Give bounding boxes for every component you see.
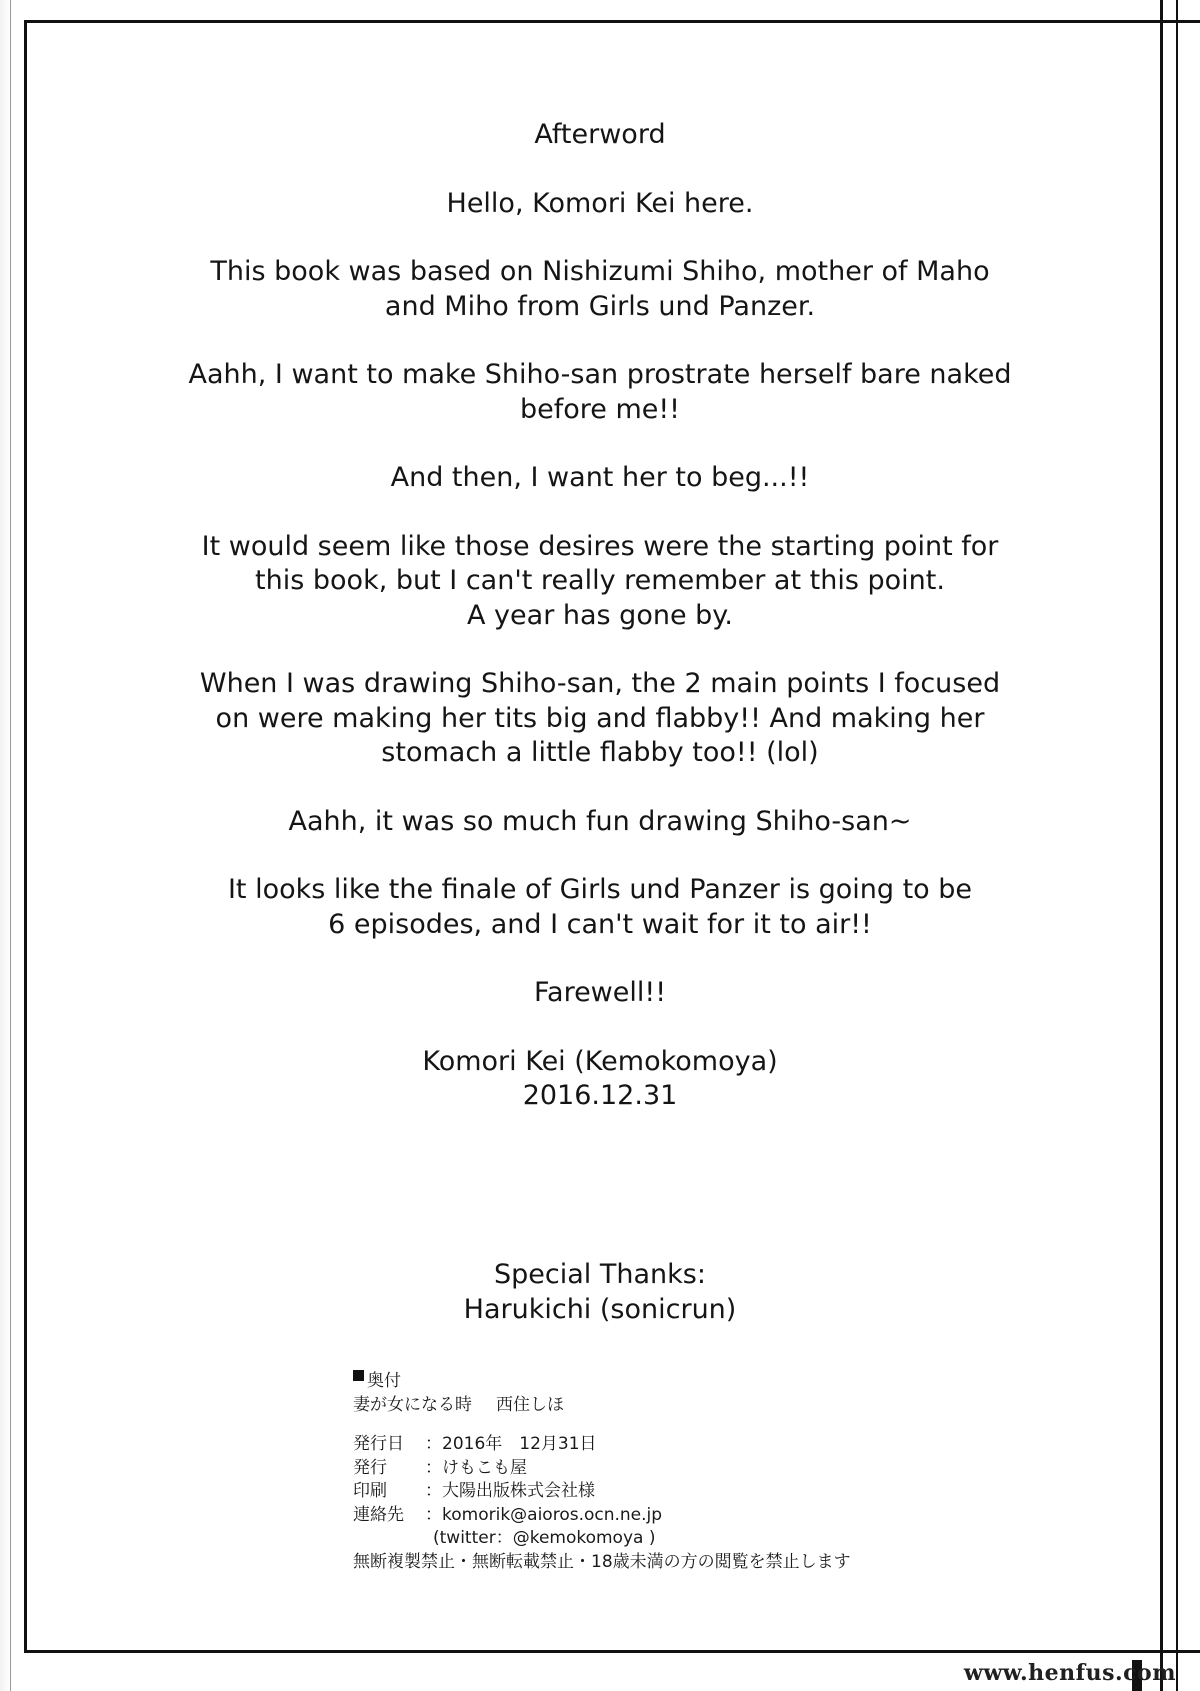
afterword-line: 6 episodes, and I can't wait for it to air!! [328,908,872,940]
contact-email: ：komorik@aioros.ocn.ne.jp [425,1504,663,1525]
colophon-header: 奥付 [367,1371,401,1391]
colophon-row [353,1480,973,1504]
frame-bottom-line [24,1650,1200,1653]
colophon-label: 連絡先 [353,1504,404,1525]
afterword-paragraph [150,358,1050,427]
colophon-row [353,1527,973,1551]
watermark: www.henfus.com [963,1660,1176,1686]
colophon-row [353,1433,973,1457]
frame-right-line [1160,0,1163,1691]
afterword-paragraph [150,667,1050,771]
afterword-paragraph [150,805,1050,840]
colophon-value: ：けもこも屋 [425,1457,527,1478]
colophon-section [353,1370,973,1590]
colophon-row [353,1551,973,1575]
afterword-signature [150,1045,1050,1114]
afterword-line: and Miho from Girls und Panzer. [384,290,816,322]
afterword-line: It would seem like those desires were the starting point for [201,530,999,562]
book-subtitle: 西住しほ [496,1394,564,1415]
afterword-line: Farewell!! [533,977,667,1008]
special-thanks-name: Harukichi (sonicrun) [463,1293,737,1325]
colophon-row [353,1457,973,1481]
scan-edge [0,0,11,1691]
colophon-label: 印刷 [353,1481,387,1501]
afterword-paragraph [150,873,1050,942]
colophon-label: 発行 [353,1457,387,1478]
afterword-section [150,118,1050,1114]
special-thanks-section [150,1258,1050,1327]
afterword-line: Aahh, I want to make Shiho-san prostrate herself bare naked [188,359,1012,390]
author-name: Komori Kei (Kemokomoya) [422,1045,778,1077]
afterword-line: A year has gone by. [467,599,733,631]
twitter-handle: (twitter：@kemokomoya ) [433,1528,656,1548]
afterword-paragraph [150,976,1050,1011]
black-square-icon [353,1370,364,1381]
afterword-line: before me!! [519,393,681,425]
afterword-line: It looks like the finale of Girls und Panzer is going to be [227,874,973,905]
book-title: 妻が女になる時 [353,1394,472,1415]
colophon-value: ：大陽出版株式会社様 [425,1481,595,1501]
afterword-line: This book was based on Nishizumi Shiho, mother of Maho [210,256,990,287]
colophon-row [353,1504,973,1528]
afterword-line: Aahh, it was so much fun drawing Shiho-san~ [288,805,912,837]
afterword-date: 2016.12.31 [522,1080,678,1111]
colophon-value: ：2016年 12月31日 [425,1434,597,1454]
afterword-line: this book, but I can't really remember at this point. [255,565,945,596]
colophon-details [353,1433,973,1574]
copyright-notice: 無断複製禁止・無断転載禁止・18歳未満の方の閲覧を禁止します [353,1551,851,1572]
afterword-paragraph [150,187,1050,222]
afterword-line: on were making her tits big and flabby!! And making her [215,702,985,734]
afterword-line: When I was drawing Shiho-san, the 2 main points I focused [199,668,1001,699]
afterword-paragraph [150,255,1050,324]
afterword-line: And then, I want her to beg...!! [390,462,810,493]
special-thanks-heading: Special Thanks: [494,1259,706,1290]
afterword-paragraph [150,461,1050,496]
afterword-line: Hello, Komori Kei here. [446,187,754,219]
colophon-label: 発行日 [353,1434,404,1454]
afterword-title: Afterword [534,119,666,150]
frame-top-line [24,20,1200,23]
frame-right-line-outer [1176,0,1178,1691]
afterword-line: stomach a little flabby too!! (lol) [381,737,819,768]
afterword-paragraph [150,530,1050,634]
frame-left-line [24,20,27,1650]
colophon-title-block [353,1370,973,1417]
